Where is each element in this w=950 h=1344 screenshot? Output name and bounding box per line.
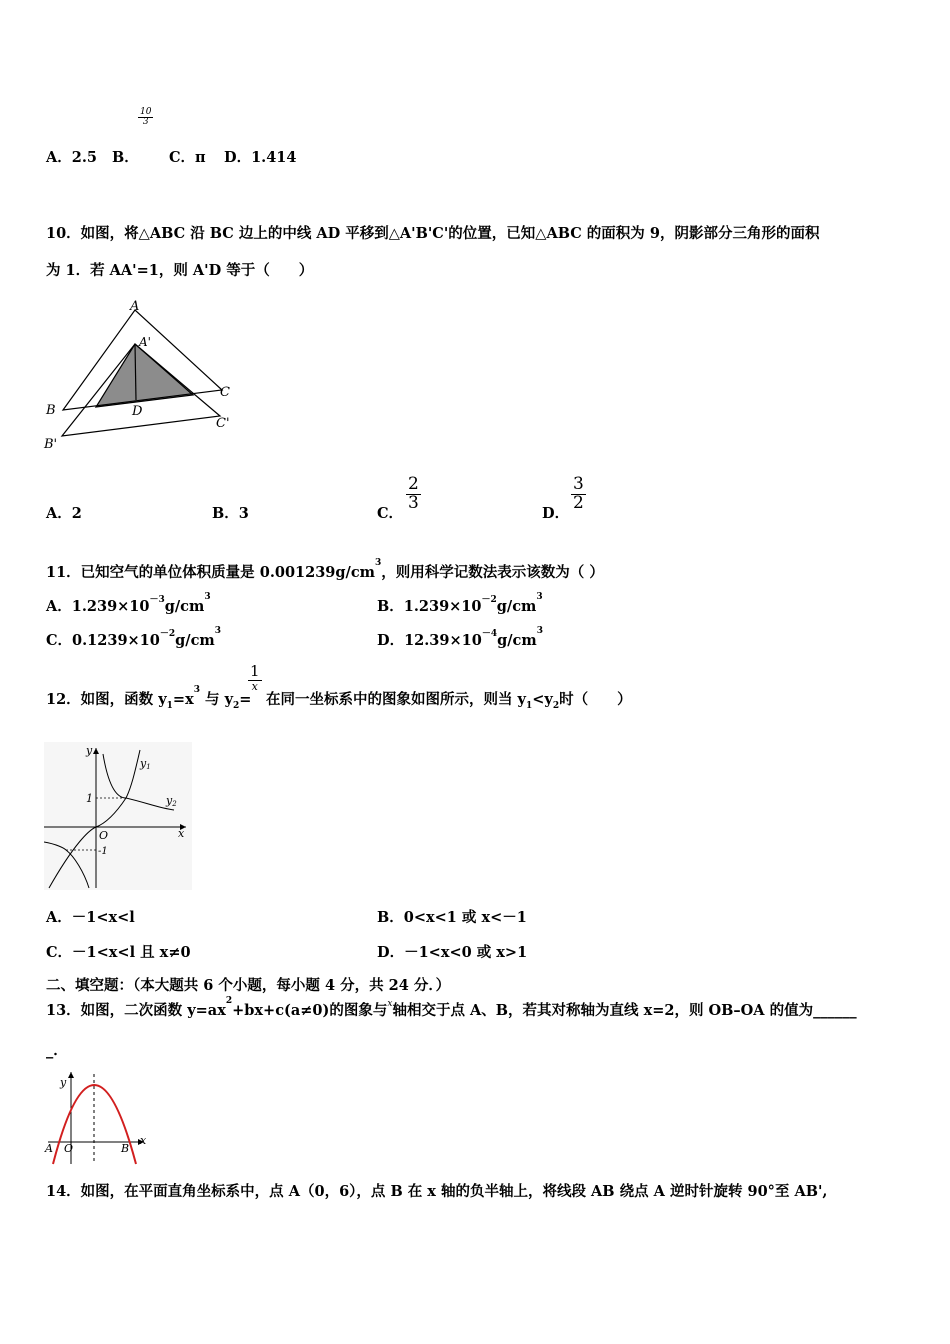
q10-label-b-prime: B' — [44, 437, 58, 452]
q12-stem — [46, 685, 252, 711]
section2-heading-text: 二、填空题：（本大题共 6 个小题，每小题 4 分，共 24 分．） — [46, 977, 451, 994]
q13-label-x: x — [140, 1134, 147, 1147]
q12-stem-c: 与 y — [199, 691, 234, 708]
q12-label-origin: O — [99, 829, 109, 842]
q9-option-b-numerator: 10 — [140, 107, 152, 117]
q12-function-graph — [44, 742, 192, 890]
q10-option-c: C． — [377, 505, 404, 522]
q12-sub1-b: 1 — [525, 700, 533, 711]
q10-option-c-fraction — [406, 476, 421, 513]
q12-label-neg-one: -1 — [98, 846, 108, 857]
q11-option-b-base: B．1.239×10 — [377, 598, 482, 615]
q9-option-b: B． — [112, 149, 139, 166]
q11-option-b-cube: 3 — [536, 592, 543, 602]
q11-option-c — [46, 626, 222, 650]
q11-stem — [46, 558, 604, 582]
q13-stem-line2: _． — [46, 1042, 68, 1059]
q12-option-a: A．－1<x<l — [46, 909, 135, 926]
q12-option-d: D．－1<x<0 或 x>1 — [377, 944, 528, 961]
q12-stem-f: <y — [532, 691, 553, 708]
q10-option-c-denominator: 3 — [408, 492, 419, 513]
q13-y-arrow — [68, 1072, 74, 1078]
q9-option-b-fraction — [138, 108, 153, 128]
q11-option-c-exp: －2 — [159, 629, 176, 639]
q11-option-b — [377, 592, 543, 616]
q9-option-a: A．2.5 — [46, 149, 97, 166]
q10-label-b: B — [46, 403, 56, 418]
section2-heading — [46, 974, 450, 995]
q11-option-c-unit: g/cm — [175, 632, 215, 649]
q9-option-b-denominator: 3 — [142, 117, 149, 128]
q13-stem-b: +bx+c(a≠0)的图象与 — [232, 1002, 388, 1019]
q12-graph-background — [44, 742, 192, 890]
q11-option-b-exp: －2 — [481, 595, 497, 605]
q13-stem-c: 轴相交于点 A、B，若其对称轴为直线 x=2，则 OB–OA 的值为______ — [392, 1002, 857, 1019]
q10-option-d: D． — [542, 505, 570, 522]
q12-option-b: B．0<x<1 或 x<－1 — [377, 909, 527, 926]
q13-parabola-graph — [44, 1066, 152, 1166]
q11-option-b-unit: g/cm — [496, 598, 537, 615]
q11-option-a — [46, 592, 211, 616]
q12-label-x: x — [178, 827, 185, 840]
q11-option-d-unit: g/cm — [497, 632, 537, 649]
q12-stem-rest — [266, 688, 632, 711]
q12-stem-a: 12．如图，函数 y — [46, 691, 167, 708]
q11-option-a-base: A．1.239×10 — [46, 598, 150, 615]
q12-fraction-numerator: 1 — [250, 662, 260, 680]
q9-options — [46, 146, 97, 167]
q11-option-a-exp: －3 — [149, 595, 165, 605]
q10-stem-line1: 10．如图，将△ABC 沿 BC 边上的中线 AD 平移到△A'B'C'的位置，已知△ABC 的面积为 9，阴影部分三角形的面积 — [46, 225, 820, 242]
q12-stem-e: 在同一坐标系中的图象如图所示，则当 y — [266, 691, 526, 708]
q12-label-y2: y2 — [166, 794, 177, 808]
q10-triangle-figure — [40, 296, 240, 456]
q11-option-a-unit: g/cm — [164, 598, 205, 615]
q9-option-d: D．1.414 — [224, 149, 297, 166]
q14-stem-line1: 14．如图，在平面直角坐标系中，点 A（0，6），点 B 在 x 轴的负半轴上，将线段 AB 绕点 A 逆时针旋转 90°至 AB', — [46, 1183, 828, 1200]
q13-sup2: 2 — [225, 996, 233, 1006]
q11-option-d-base: D．12.39×10 — [377, 632, 482, 649]
q12-sub2: 2 — [233, 700, 240, 711]
q13-label-y: y — [60, 1076, 67, 1089]
q13-stem-a: 13．如图，二次函数 y=ax — [46, 1002, 226, 1019]
q12-stem-b: =x — [172, 691, 194, 708]
q11-stem-text: 11．已知空气的单位体积质量是 0.001239g/cm — [46, 564, 376, 581]
q11-stem-sup: 3 — [375, 558, 382, 568]
q13-label-o: O — [64, 1142, 74, 1155]
q12-option-c: C．－1<x<l 且 x≠0 — [46, 944, 191, 961]
q13-label-a: A — [45, 1142, 53, 1155]
q12-stem-d: = — [239, 691, 252, 708]
q11-option-a-cube: 3 — [204, 592, 211, 602]
q11-option-d — [377, 626, 543, 650]
q10-option-b: B．3 — [212, 505, 249, 522]
q10-option-d-denominator: 2 — [573, 492, 584, 513]
q12-label-y: y — [86, 744, 93, 757]
q12-sup3: 3 — [193, 685, 200, 695]
q13-x-small: x — [387, 999, 393, 1009]
q10-label-d: D — [132, 404, 143, 419]
q12-stem-g: 时（ ） — [559, 691, 632, 708]
q10-option-c-numerator: 2 — [408, 474, 419, 494]
q12-fraction — [248, 664, 262, 692]
q10-option-d-fraction — [571, 476, 586, 513]
q12-label-one: 1 — [86, 792, 93, 805]
q13-label-b: B — [121, 1142, 130, 1155]
q10-label-c-prime: C' — [216, 416, 230, 431]
q12-sub2-b: 2 — [552, 700, 560, 711]
q10-stem-line2: 为 1．若 AA'=1，则 A'D 等于（ ） — [46, 262, 314, 279]
q9-option-c: C．π — [169, 149, 206, 166]
q11-option-c-base: C．0.1239×10 — [46, 632, 160, 649]
q12-label-y1: y1 — [140, 757, 151, 771]
q10-label-a-prime: A' — [139, 335, 151, 349]
q13-stem — [46, 996, 857, 1020]
q12-sub1: 1 — [166, 700, 173, 711]
q11-option-d-cube: 3 — [536, 626, 543, 636]
q11-option-d-exp: －4 — [481, 629, 498, 639]
q10-label-a: A — [130, 299, 140, 314]
q10-option-a: A．2 — [46, 505, 82, 522]
q11-stem-tail: ，则用科学记数法表示该数为（ ） — [381, 564, 604, 581]
q11-option-c-cube: 3 — [214, 626, 222, 636]
q12-fraction-denominator: x — [251, 679, 258, 693]
q10-option-d-numerator: 3 — [573, 474, 584, 494]
q10-label-c: C — [220, 385, 230, 400]
